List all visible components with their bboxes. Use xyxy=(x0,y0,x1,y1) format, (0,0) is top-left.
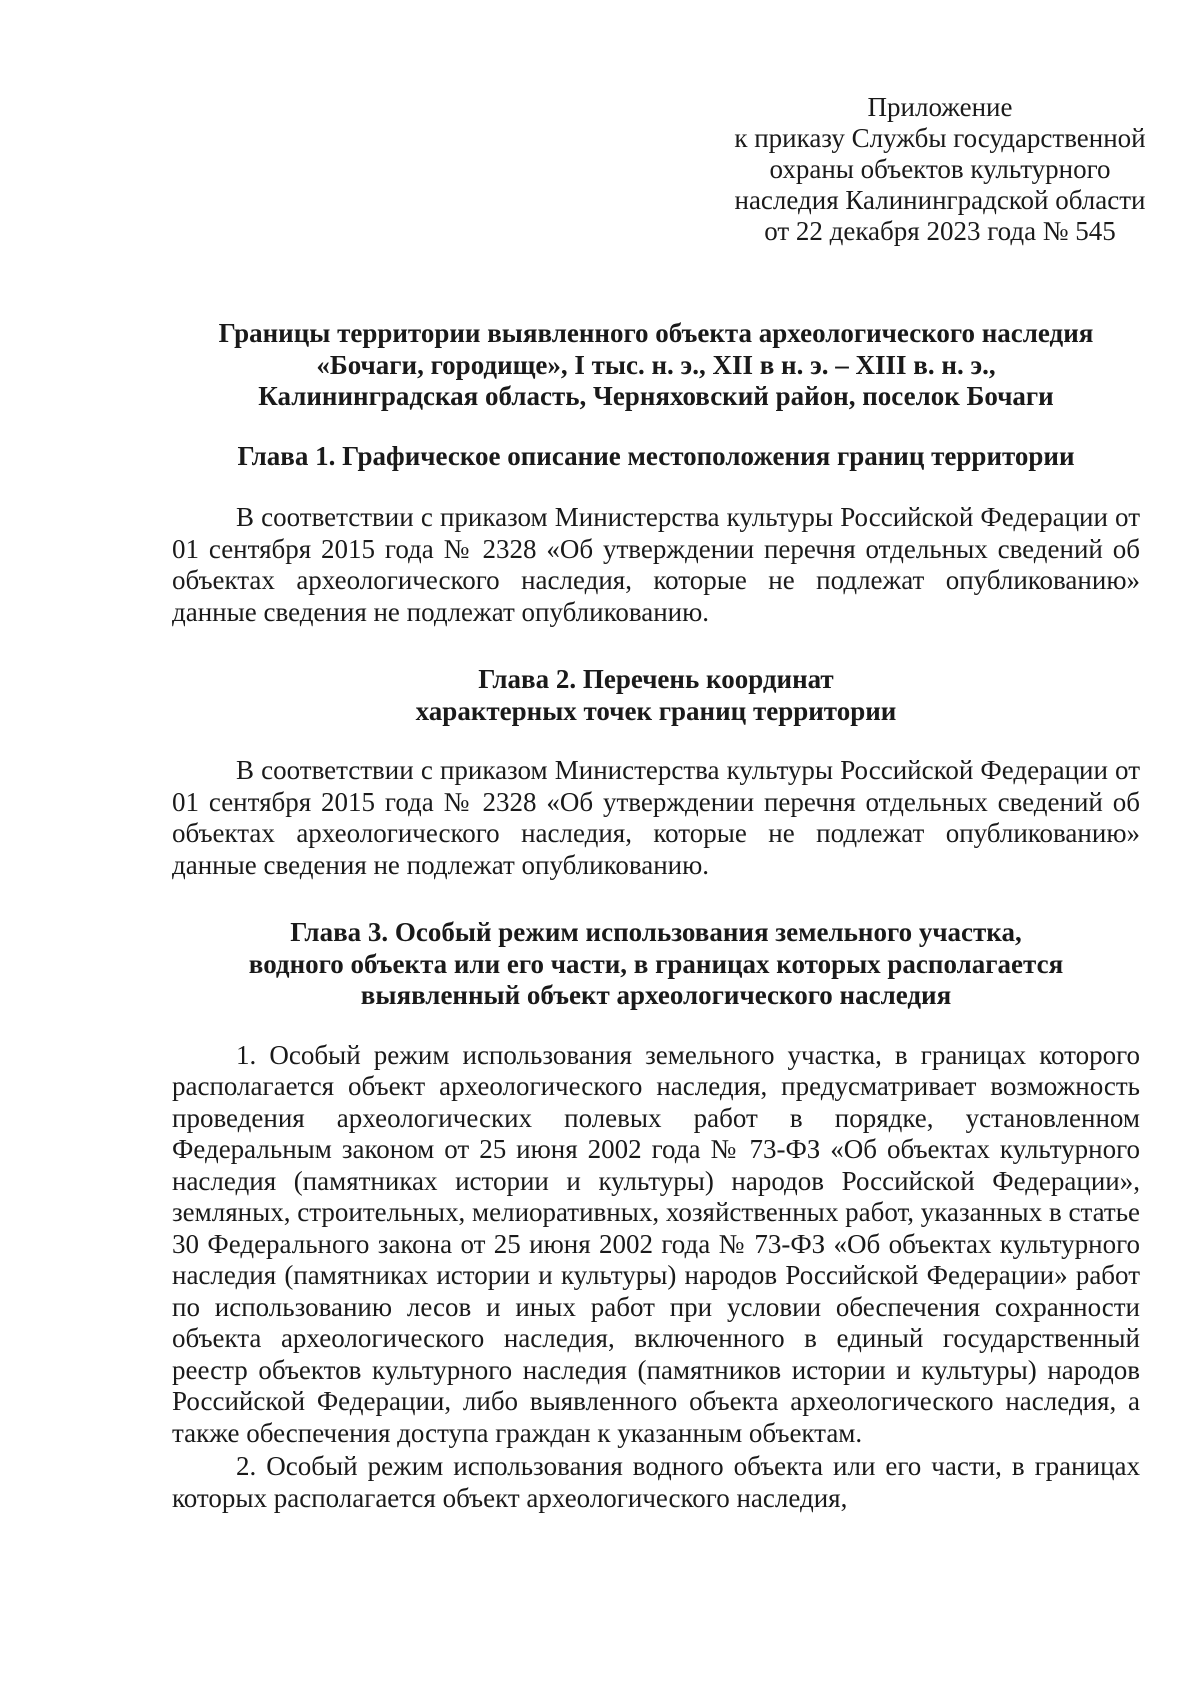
appendix-line: охраны объектов культурного xyxy=(769,154,1111,184)
heading-line: Глава 2. Перечень координат xyxy=(478,664,834,694)
appendix-line: от 22 декабря 2023 года № 545 xyxy=(764,216,1116,246)
chapter-2-heading xyxy=(172,664,1140,727)
chapter-3-item-1: 1. Особый режим использования земельного участка, в границах которого располагается объект археологического наследия, предусматривает возможность проведения археологических полевых работ в порядке, установленном Федеральным законом от 25 июня 2002 года № 73-ФЗ «Об объектах культурного наследия (памятниках истории и культуры) народов Российской Федерации», земляных, строительных, мелиоративных, хозяйственных работ, указанных в статье 30 Федерального закона от 25 июня 2002 года № 73-ФЗ «Об объектах культурного наследия (памятниках истории и культуры) народов Российской Федерации» работ по использованию лесов и иных работ при условии обеспечения сохранности объекта археологического наследия, включенного в единый государственный реестр объектов культурного наследия (памятников истории и культуры) народов Российской Федерации, либо выявленного объекта археологического наследия, а также обеспечения доступа граждан к указанным объектам. xyxy=(172,1039,1140,1448)
title-line: Калининградская область, Черняховский район, поселок Бочаги xyxy=(258,381,1054,411)
heading-line: водного объекта или его части, в границах которых располагается xyxy=(248,948,1064,979)
appendix-line: наследия Калининградской области xyxy=(734,185,1146,215)
heading-line: Глава 3. Особый режим использования земельного участка, xyxy=(290,917,1022,947)
title-line: Границы территории выявленного объекта археологического наследия xyxy=(218,318,1094,348)
appendix-line: к приказу Службы государственной xyxy=(734,123,1146,153)
chapter-3-item-2: 2. Особый режим использования водного объекта или его части, в границах которых располагается объект археологического наследия, xyxy=(172,1451,1140,1513)
chapter-2-text: В соответствии с приказом Министерства культуры Российской Федерации от 01 сентября 2015 года № 2328 «Об утверждении перечня отдельных сведений об объектах археологического наследия, которые не подлежат опубликованию» данные сведения не подлежат опубликованию. xyxy=(172,755,1140,880)
appendix-note xyxy=(690,92,1190,247)
chapter-1-text: В соответствии с приказом Министерства культуры Российской Федерации от 01 сентября 2015 года № 2328 «Об утверждении перечня отдельных сведений об объектах археологического наследия, которые не подлежат опубликованию» данные сведения не подлежат опубликованию. xyxy=(172,502,1140,627)
document-title xyxy=(172,318,1140,413)
heading-line: выявленный объект археологического наследия xyxy=(360,980,952,1010)
title-line: «Бочаги, городище», I тыс. н. э., XII в н. э. – XIII в. н. э., xyxy=(316,349,996,380)
heading-line: характерных точек границ территории xyxy=(415,695,897,726)
chapter-1-heading: Глава 1. Графическое описание местоположения границ территории xyxy=(237,440,1075,471)
document-body xyxy=(172,318,1140,1514)
appendix-line: Приложение xyxy=(867,92,1013,122)
chapter-3-heading xyxy=(172,917,1140,1012)
